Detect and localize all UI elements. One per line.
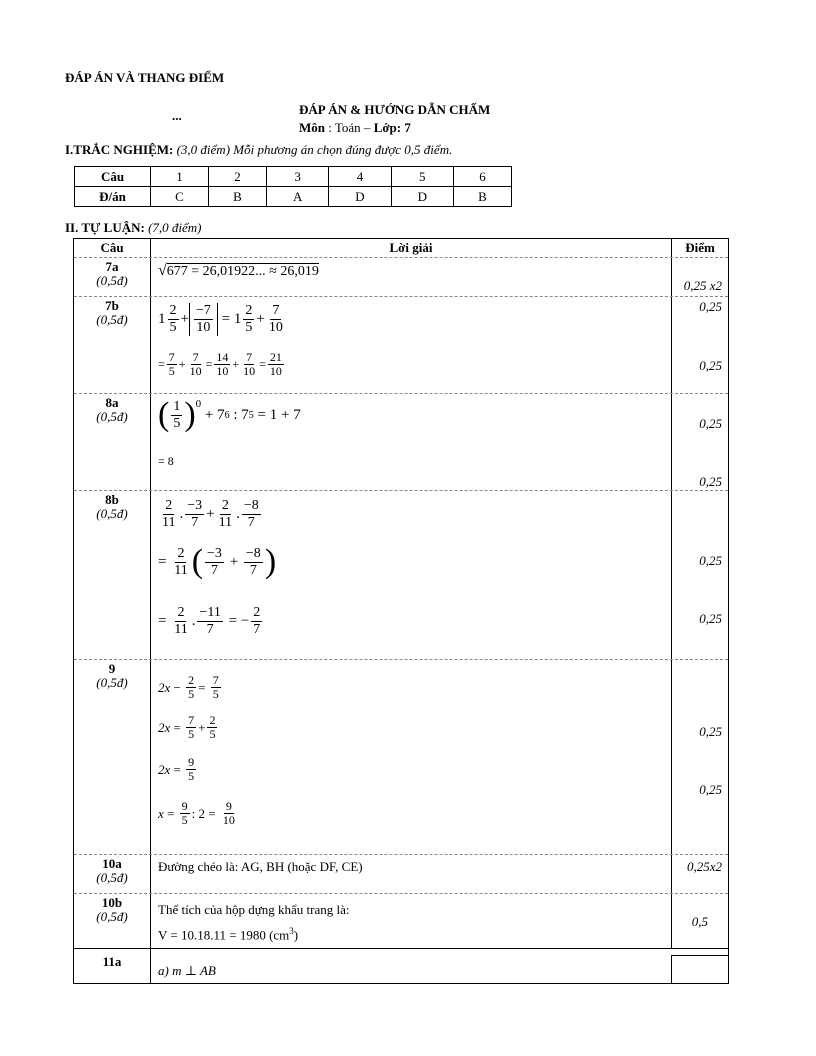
section-1-title: I.TRẮC NGHIỆM: bbox=[65, 142, 174, 157]
score-cell bbox=[671, 855, 728, 893]
header-diem: Điểm bbox=[671, 239, 728, 257]
cau-label: 8a bbox=[105, 395, 119, 410]
cau-cell bbox=[74, 894, 151, 948]
cau-cell bbox=[74, 660, 151, 854]
row-10b bbox=[74, 893, 728, 948]
header-loi-giai: Lời giải bbox=[389, 240, 433, 255]
quiz-question: 3 bbox=[267, 167, 329, 187]
header-cau: Câu bbox=[74, 239, 151, 257]
cau-cell bbox=[74, 297, 151, 393]
row-11a bbox=[74, 948, 728, 983]
quiz-question: 4 bbox=[329, 167, 391, 187]
score-cell bbox=[671, 955, 728, 983]
section-1-heading bbox=[65, 142, 452, 158]
solution-10b-line2 bbox=[158, 926, 298, 943]
quiz-question: 5 bbox=[391, 167, 453, 187]
score: 0,25 bbox=[699, 416, 722, 431]
cau-points: (0,5đ) bbox=[96, 909, 128, 924]
quiz-question: 6 bbox=[453, 167, 511, 187]
score: 0,5 bbox=[691, 914, 708, 929]
quiz-answer: D bbox=[329, 187, 391, 207]
volume-exponent: 3 bbox=[289, 926, 294, 936]
solution-9-line4: x = $\frac{9}{5}$ : 2 = $\frac{9}{10}$ bbox=[158, 799, 235, 827]
quiz-row1-label: Câu bbox=[75, 167, 151, 187]
solution-10b-line1: Thể tích của hộp dựng khẩu trang là: bbox=[158, 902, 350, 917]
cau-cell bbox=[74, 949, 151, 983]
section-2-note: (7,0 điểm) bbox=[144, 220, 202, 235]
score: 0,25 bbox=[699, 782, 722, 797]
cau-points: (0,5đ) bbox=[96, 409, 128, 424]
row-10a bbox=[74, 854, 728, 893]
quiz-answer: B bbox=[453, 187, 511, 207]
cau-label: 7a bbox=[105, 259, 119, 274]
cau-points: (0,5đ) bbox=[96, 312, 128, 327]
volume-formula: V = 10.18.11 = 1980 (cm bbox=[158, 927, 290, 943]
section-1-note: (3,0 điểm) Mỗi phương án chọn đúng được 0,5 điểm. bbox=[173, 142, 453, 157]
cau-points: (0,5đ) bbox=[96, 506, 128, 521]
quiz-question: 1 bbox=[151, 167, 209, 187]
quiz-answer: D bbox=[391, 187, 453, 207]
solution-7a: √ 677 = 26,01922... ≈ 26,019 bbox=[158, 262, 319, 279]
cau-cell bbox=[74, 855, 151, 893]
quiz-answer-table bbox=[74, 166, 512, 207]
quiz-answer: A bbox=[267, 187, 329, 207]
score: 0,25 bbox=[699, 611, 722, 626]
subject-line bbox=[299, 120, 411, 136]
cau-label: 9 bbox=[108, 661, 116, 676]
section-2-heading bbox=[65, 220, 202, 236]
row-8a bbox=[74, 393, 728, 490]
subject-label: Môn bbox=[299, 120, 325, 135]
cau-label: 10b bbox=[101, 895, 123, 910]
cau-label: 7b bbox=[105, 298, 119, 313]
grade-label: Lớp: 7 bbox=[373, 120, 411, 135]
row-7a bbox=[74, 257, 728, 296]
score-cell bbox=[671, 491, 728, 659]
score-cell bbox=[671, 660, 728, 854]
row-8b bbox=[74, 490, 728, 659]
quiz-question: 2 bbox=[209, 167, 267, 187]
sqrt-expression: 677 = 26,01922... ≈ 26,019 bbox=[166, 263, 319, 279]
cau-label: 10a bbox=[102, 856, 122, 871]
solution-10a: Đường chéo là: AG, BH (hoặc DF, CE) bbox=[158, 859, 363, 874]
section-2-title: II. TỰ LUẬN: bbox=[65, 220, 145, 235]
cau-label: 11a bbox=[102, 954, 122, 969]
cau-points: (0,5đ) bbox=[96, 675, 128, 690]
score: 0,25 bbox=[699, 474, 722, 489]
cau-cell bbox=[74, 258, 151, 296]
cau-label: 8b bbox=[105, 492, 119, 507]
solution-7b-line2: = $\frac{7}{5}$ + $\frac{7}{10}$ = $\frac{14}{10}$ + $\frac{7}{10}$ = $\frac{21}{10}$ bbox=[158, 350, 282, 378]
score-cell bbox=[671, 394, 728, 490]
doc-title: ĐÁP ÁN & HƯỚNG DẪN CHẤM bbox=[299, 102, 491, 117]
quiz-answer: C bbox=[151, 187, 209, 207]
quiz-answer: B bbox=[209, 187, 267, 207]
quiz-row2-label: Đ/án bbox=[75, 187, 151, 207]
solution-9-line1: 2x − $\frac{2}{5}$ = $\frac{7}{5}$ bbox=[158, 673, 219, 701]
solution-9-line2: 2x = $\frac{7}{5}$ + $\frac{2}{5}$ bbox=[158, 713, 216, 741]
score-cell bbox=[671, 258, 728, 296]
solution-8a-line2: = 8 bbox=[158, 454, 174, 468]
table-header-row bbox=[74, 239, 728, 257]
solution-8a-line1: ( $\frac{1}{5}$ ) $^0$ + 7 $_6$ : 7 5 = 1 + 7 bbox=[158, 396, 301, 433]
score: 0,25 bbox=[699, 724, 722, 739]
subject-text: : Toán – bbox=[325, 120, 374, 135]
solution-8b-line2: = $\frac{2}{11}$ ( $\frac{-3}{7}$ + $\frac{-8}{7}$ ) bbox=[158, 543, 277, 580]
solution-table bbox=[73, 238, 729, 984]
row-7b bbox=[74, 296, 728, 393]
score: 0,25 bbox=[699, 358, 722, 373]
solution-8b-line3: = $\frac{2}{11}$ . $\frac{-11}{7}$ = − $\frac{2}{7}$ bbox=[158, 605, 261, 637]
score-cell bbox=[671, 297, 728, 393]
cau-points: (0,5đ) bbox=[96, 273, 128, 288]
score: 0,25 x2 bbox=[683, 278, 722, 293]
solution-11a: a) m ⊥ AB bbox=[158, 963, 216, 978]
row-9 bbox=[74, 659, 728, 854]
volume-close: ) bbox=[293, 927, 299, 943]
dots: ... bbox=[172, 108, 182, 123]
solution-7b-line1: 1 $\frac{2}{5}$ + $\frac{-7}{10}$ = 1 $\frac{2}{5}$ + $\frac{7}{10}$ bbox=[158, 303, 283, 335]
score: 0,25 bbox=[699, 299, 722, 314]
solution-9-line3: 2x = $\frac{9}{5}$ bbox=[158, 755, 195, 783]
cau-cell bbox=[74, 491, 151, 659]
quiz-answer-row bbox=[75, 187, 512, 207]
score: 0,25 bbox=[699, 553, 722, 568]
solution-8b-line1: $\frac{2}{11}$ . $\frac{-3}{7}$ + $\frac{2}{11}$ . $\frac{-8}{7}$ bbox=[162, 498, 259, 530]
cau-cell bbox=[74, 394, 151, 490]
quiz-question-row bbox=[75, 167, 512, 187]
score-cell bbox=[671, 894, 728, 948]
score: 0,25x2 bbox=[686, 859, 722, 874]
cau-points: (0,5đ) bbox=[96, 870, 128, 885]
page-heading: ĐÁP ÁN VÀ THANG ĐIỂM bbox=[65, 70, 225, 85]
